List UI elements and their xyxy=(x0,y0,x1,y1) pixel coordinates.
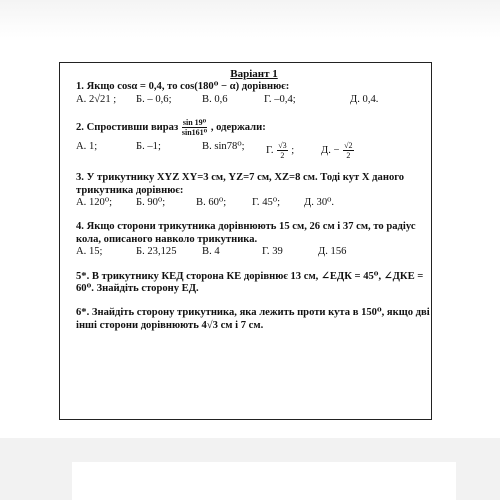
q2-option-e-numerator: √2 xyxy=(344,141,353,151)
q2-option-d-denominator: 2 xyxy=(280,151,285,161)
spacer xyxy=(76,160,432,172)
question-5-text: 5*. В трикутнику КЕД сторона КЕ дорівнює 13 см, ∠ЕДК = 45⁰, ∠ДКЕ = 60⁰. Знайдіть сторону ЕД. xyxy=(76,270,424,295)
question-2-options xyxy=(76,141,432,160)
q4-option-e: Д. 156 xyxy=(318,246,347,258)
q2-option-e xyxy=(321,141,355,160)
q3-option-e: Д. 30⁰. xyxy=(304,197,335,209)
q3-option-a: А. 120⁰; xyxy=(76,197,113,209)
q2-option-e-fraction xyxy=(343,141,353,160)
q3-option-c: В. 60⁰; xyxy=(196,197,227,209)
q4-option-d: Г. 39 xyxy=(262,246,283,258)
q2-fraction-denominator: sin161⁰ xyxy=(181,128,208,138)
q1-option-d: Г. –0,4; xyxy=(264,93,296,105)
q2-text-after: , одержали: xyxy=(210,122,266,134)
spacer xyxy=(76,106,432,118)
q4-option-c: В. 4 xyxy=(202,246,220,258)
q1-option-a: А. 2√21 ; xyxy=(76,93,117,105)
worksheet-content xyxy=(76,68,432,332)
question-4-text: 4. Якщо сторони трикутника дорівнюють 15 см, 26 см і 37 см, то радіус кола, описаного навколо трикутника. xyxy=(76,221,416,245)
variant-title: Варіант 1 xyxy=(230,68,278,80)
q2-option-c: В. sin78⁰; xyxy=(202,141,245,153)
q2-option-a: А. 1; xyxy=(76,141,98,153)
question-2-text xyxy=(76,118,432,137)
question-3-text: 3. У трикутнику XYZ XY=3 см, YZ=7 см, XZ=8 см. Тоді кут X даного трикутника дорівнює: xyxy=(76,172,405,196)
q2-option-d-numerator: √3 xyxy=(278,141,287,151)
q2-option-d xyxy=(266,141,321,160)
q1-option-b: Б. – 0,6; xyxy=(136,93,172,105)
q2-option-b: Б. –1; xyxy=(136,141,161,153)
question-6-text: 6*. Знайдіть сторону трикутника, яка лежить проти кута в 150⁰, якщо дві інші сторони дорівнюють 4√3 см і 7 см. xyxy=(76,307,430,331)
spacer xyxy=(76,259,432,271)
q2-option-e-prefix: Д. − xyxy=(321,145,340,157)
q1-option-c: В. 0,6 xyxy=(202,93,228,105)
spacer xyxy=(76,209,432,221)
q2-option-d-prefix: Г. xyxy=(266,145,274,157)
q2-option-d-suffix: ; xyxy=(291,145,295,157)
q1-option-e: Д. 0,4. xyxy=(350,93,379,105)
question-4-options xyxy=(76,246,432,258)
q4-option-b: Б. 23,125 xyxy=(136,246,177,258)
q2-fraction-numerator: sin 19⁰ xyxy=(182,118,207,128)
question-1-options xyxy=(76,94,432,106)
page-top-edge xyxy=(0,0,500,38)
spacer xyxy=(76,295,432,307)
q2-fraction xyxy=(182,118,207,137)
q4-option-a: А. 15; xyxy=(76,246,103,258)
q2-option-e-denominator: 2 xyxy=(346,151,351,161)
q2-text-before: 2. Спростивши вираз xyxy=(76,122,179,134)
q2-option-d-fraction xyxy=(277,141,287,160)
q3-option-b: Б. 90⁰; xyxy=(136,197,166,209)
question-1-text: 1. Якщо cosα = 0,4, то cos(180⁰ − α) дорівнює: xyxy=(76,81,290,93)
next-page-card xyxy=(72,462,456,500)
q3-option-d: Г. 45⁰; xyxy=(252,197,281,209)
question-3-options xyxy=(76,197,432,209)
